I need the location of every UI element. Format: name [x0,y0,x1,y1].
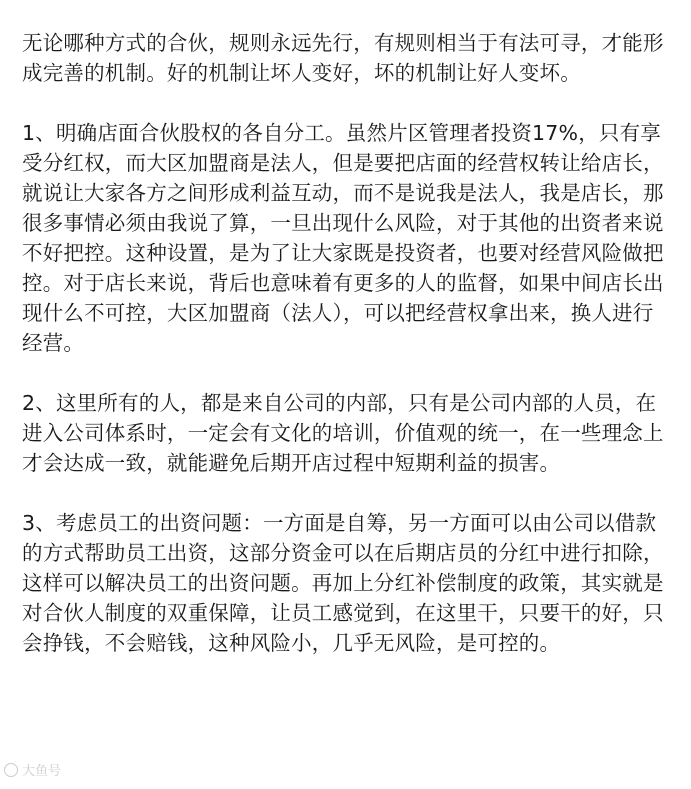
paragraph-intro: 无论哪种方式的合伙，规则永远先行，有规则相当于有法可寻，才能形成完善的机制。好的机制让坏人变好，坏的机制让好人变坏。 [22,31,664,85]
watermark [4,760,61,779]
article-body [22,28,672,658]
watermark-text: 大鱼号 [22,764,62,779]
watermark-logo-icon [4,763,18,777]
paragraph-point-3: 3、考虑员工的出资问题：一方面是自筹，另一方面可以由公司以借款的方式帮助员工出资，这部分资金可以在后期店员的分红中进行扣除，这样可以解决员工的出资问题。再加上分红补偿制度的政策，其实就是对合伙人制度的双重保障，让员工感觉到，在这里干，只要干的好，只会挣钱，不会赔钱，这种风险小，几乎无风险，是可控的。 [22,511,664,655]
paragraph-point-1: 1、明确店面合伙股权的各自分工。虽然片区管理者投资17%，只有享受分红权，而大区加盟商是法人，但是要把店面的经营权转让给店长，就说让大家各方之间形成利益互动，而不是说我是法人，我是店长，那很多事情必须由我说了算，一旦出现什么风险，对于其他的出资者来说不好把控。这种设置，是为了让大家既是投资者，也要对经营风险做把控。对于店长来说，背后也意味着有更多的人的监督，如果中间店长出现什么不可控，大区加盟商（法人），可以把经营权拿出来，换人进行经营。 [22,121,664,355]
paragraph-point-2: 2、这里所有的人，都是来自公司的内部，只有是公司内部的人员，在进入公司体系时，一定会有文化的培训，价值观的统一，在一些理念上才会达成一致，就能避免后期开店过程中短期利益的损害。 [22,391,664,475]
